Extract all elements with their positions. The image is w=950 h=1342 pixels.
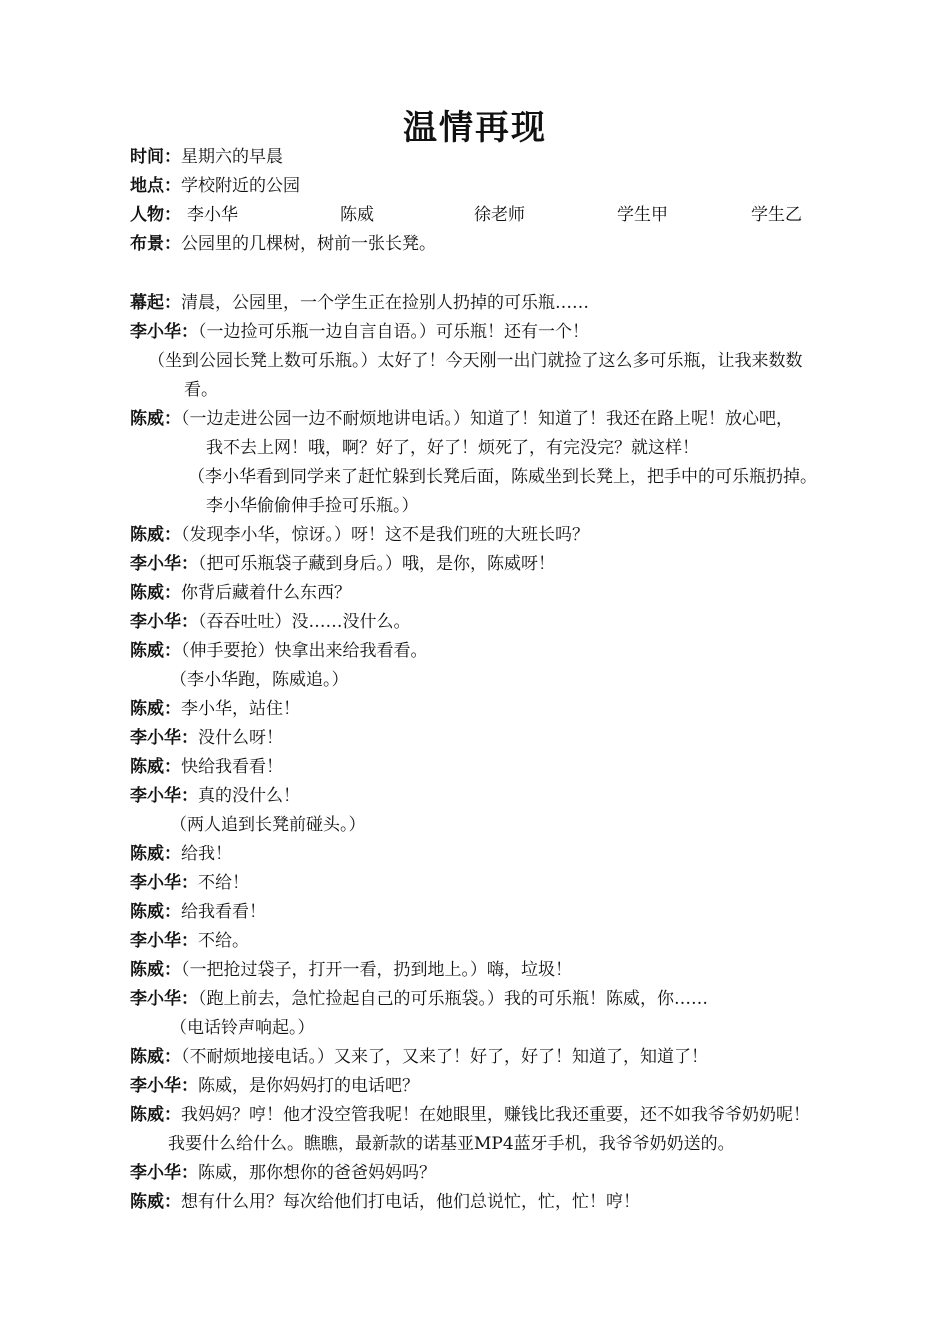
- line-text: 陈威，是你妈妈打的电话吧？: [198, 1076, 419, 1096]
- line-text: 看。: [184, 380, 218, 400]
- line-text: 李小华，站住！: [181, 699, 300, 719]
- line-text: 不给。: [198, 931, 249, 951]
- script-line: [130, 784, 300, 808]
- speaker-label: 李小华：: [130, 1163, 198, 1183]
- script-line: [130, 697, 300, 721]
- meta-time-value: 星期六的早晨: [181, 147, 283, 167]
- stage-direction: [170, 813, 366, 837]
- meta-place-label: 地点：: [130, 176, 181, 196]
- line-text: 快给我看看！: [181, 757, 283, 777]
- script-line: [130, 639, 428, 663]
- speaker-label: 陈威：: [130, 409, 181, 429]
- script-line: [130, 871, 249, 895]
- speaker-label: 李小华：: [130, 554, 198, 574]
- meta-setting-label: 布景：: [130, 234, 181, 254]
- line-text: （一边走进公园一边不耐烦地讲电话。）知道了！知道了！我还在路上呢！放心吧，: [181, 409, 793, 429]
- script-line: [130, 291, 589, 315]
- speaker-label: 陈威：: [130, 844, 181, 864]
- line-text: （伸手要抢）快拿出来给我看看。: [181, 641, 428, 661]
- script-line: [130, 900, 266, 924]
- speaker-label: 李小华：: [130, 989, 198, 1009]
- line-text: 你背后藏着什么东西？: [181, 583, 351, 603]
- speaker-label: 李小华：: [130, 612, 198, 632]
- speaker-label: 陈威：: [130, 583, 181, 603]
- speaker-label: 陈威：: [130, 1192, 181, 1212]
- meta-setting: [130, 232, 436, 256]
- meta-time-label: 时间：: [130, 147, 181, 167]
- stage-direction: [206, 494, 419, 518]
- script-line: [130, 1103, 810, 1127]
- speaker-label: 陈威：: [130, 699, 181, 719]
- line-text: （吞吞吐吐）没……没什么。: [198, 612, 411, 632]
- script-line: [130, 1161, 436, 1185]
- line-text: （李小华跑，陈威追。）: [170, 670, 349, 690]
- meta-setting-value: 公园里的几棵树，树前一张长凳。: [181, 234, 436, 254]
- line-text: （发现李小华，惊讶。）呀！这不是我们班的大班长吗？: [181, 525, 589, 545]
- line-text: （两人追到长凳前碰头。）: [170, 815, 366, 835]
- stage-direction: [148, 349, 803, 373]
- meta-place-value: 学校附近的公园: [181, 176, 300, 196]
- line-text: （一边捡可乐瓶一边自言自语。）可乐瓶！还有一个！: [198, 322, 589, 342]
- meta-people: [130, 203, 890, 227]
- speaker-label: 陈威：: [130, 960, 181, 980]
- script-line: [130, 552, 555, 576]
- line-text: 真的没什么！: [198, 786, 300, 806]
- speaker-label: 李小华：: [130, 728, 198, 748]
- person-name: 陈威: [340, 205, 374, 225]
- script-line: [130, 929, 249, 953]
- speaker-label: 陈威：: [130, 525, 181, 545]
- line-text: 我妈妈？哼！他才没空管我呢！在她眼里，赚钱比我还重要，还不如我爷爷奶奶呢！: [181, 1105, 810, 1125]
- script-line: [130, 610, 411, 634]
- line-text: （不耐烦地接电话。）又来了，又来了！好了，好了！知道了，知道了！: [181, 1047, 708, 1067]
- line-text: 想有什么用？每次给他们打电话，他们总说忙，忙，忙！哼！: [181, 1192, 640, 1212]
- stage-direction: [170, 1016, 315, 1040]
- line-text: 给我看看！: [181, 902, 266, 922]
- stage-direction: [170, 668, 349, 692]
- line-text: 我不去上网！哦，啊？好了，好了！烦死了，有完没完？就这样！: [206, 438, 699, 458]
- script-line: [130, 958, 572, 982]
- speaker-label: 李小华：: [130, 1076, 198, 1096]
- script-line: [130, 581, 351, 605]
- speaker-label: 李小华：: [130, 322, 198, 342]
- line-text: 不给！: [198, 873, 249, 893]
- script-line: [130, 523, 589, 547]
- person-name: 徐老师: [474, 205, 525, 225]
- script-line: [130, 755, 283, 779]
- speaker-label: 陈威：: [130, 1047, 181, 1067]
- continuation-line: [168, 1132, 735, 1156]
- script-line: [130, 320, 589, 344]
- speaker-label: 幕起：: [130, 293, 181, 313]
- speaker-label: 陈威：: [130, 1105, 181, 1125]
- meta-people-label: 人物：: [130, 205, 181, 225]
- speaker-label: 陈威：: [130, 641, 181, 661]
- speaker-label: 陈威：: [130, 757, 181, 777]
- line-text: 李小华偷偷伸手捡可乐瓶。）: [206, 496, 419, 516]
- line-text: （电话铃声响起。）: [170, 1018, 315, 1038]
- line-text: 陈威，那你想你的爸爸妈妈吗？: [198, 1163, 436, 1183]
- line-text: （李小华看到同学来了赶忙躲到长凳后面，陈威坐到长凳上，把手中的可乐瓶扔掉。: [188, 467, 817, 487]
- person-name: 学生乙: [751, 205, 802, 225]
- stage-direction: [188, 465, 817, 489]
- continuation-line: [206, 436, 699, 460]
- person-name: 李小华: [187, 205, 238, 225]
- speaker-label: 李小华：: [130, 786, 198, 806]
- line-text: 清晨，公园里，一个学生正在捡别人扔掉的可乐瓶……: [181, 293, 589, 313]
- speaker-label: 李小华：: [130, 931, 198, 951]
- stage-direction: [184, 378, 218, 402]
- line-text: （坐到公园长凳上数可乐瓶。）太好了！今天刚一出门就捡了这么多可乐瓶，让我来数数: [148, 351, 803, 371]
- script-line: [130, 726, 283, 750]
- line-text: （把可乐瓶袋子藏到身后。）哦，是你，陈威呀！: [198, 554, 555, 574]
- script-line: [130, 1074, 419, 1098]
- line-text: （一把抢过袋子，打开一看，扔到地上。）嗨，垃圾！: [181, 960, 572, 980]
- line-text: 给我！: [181, 844, 232, 864]
- line-text: （跑上前去，急忙捡起自己的可乐瓶袋。）我的可乐瓶！陈威，你……: [198, 989, 708, 1009]
- person-name: 学生甲: [617, 205, 668, 225]
- line-text: 没什么呀！: [198, 728, 283, 748]
- script-line: [130, 987, 708, 1011]
- page-title: 温情再现: [403, 108, 547, 148]
- speaker-label: 李小华：: [130, 873, 198, 893]
- script-line: [130, 1190, 640, 1214]
- speaker-label: 陈威：: [130, 902, 181, 922]
- script-line: [130, 407, 793, 431]
- meta-place: [130, 174, 300, 198]
- meta-time: [130, 145, 283, 169]
- line-text: 我要什么给什么。瞧瞧，最新款的诺基亚MP4蓝牙手机，我爷爷奶奶送的。: [168, 1134, 735, 1154]
- script-line: [130, 842, 232, 866]
- script-line: [130, 1045, 708, 1069]
